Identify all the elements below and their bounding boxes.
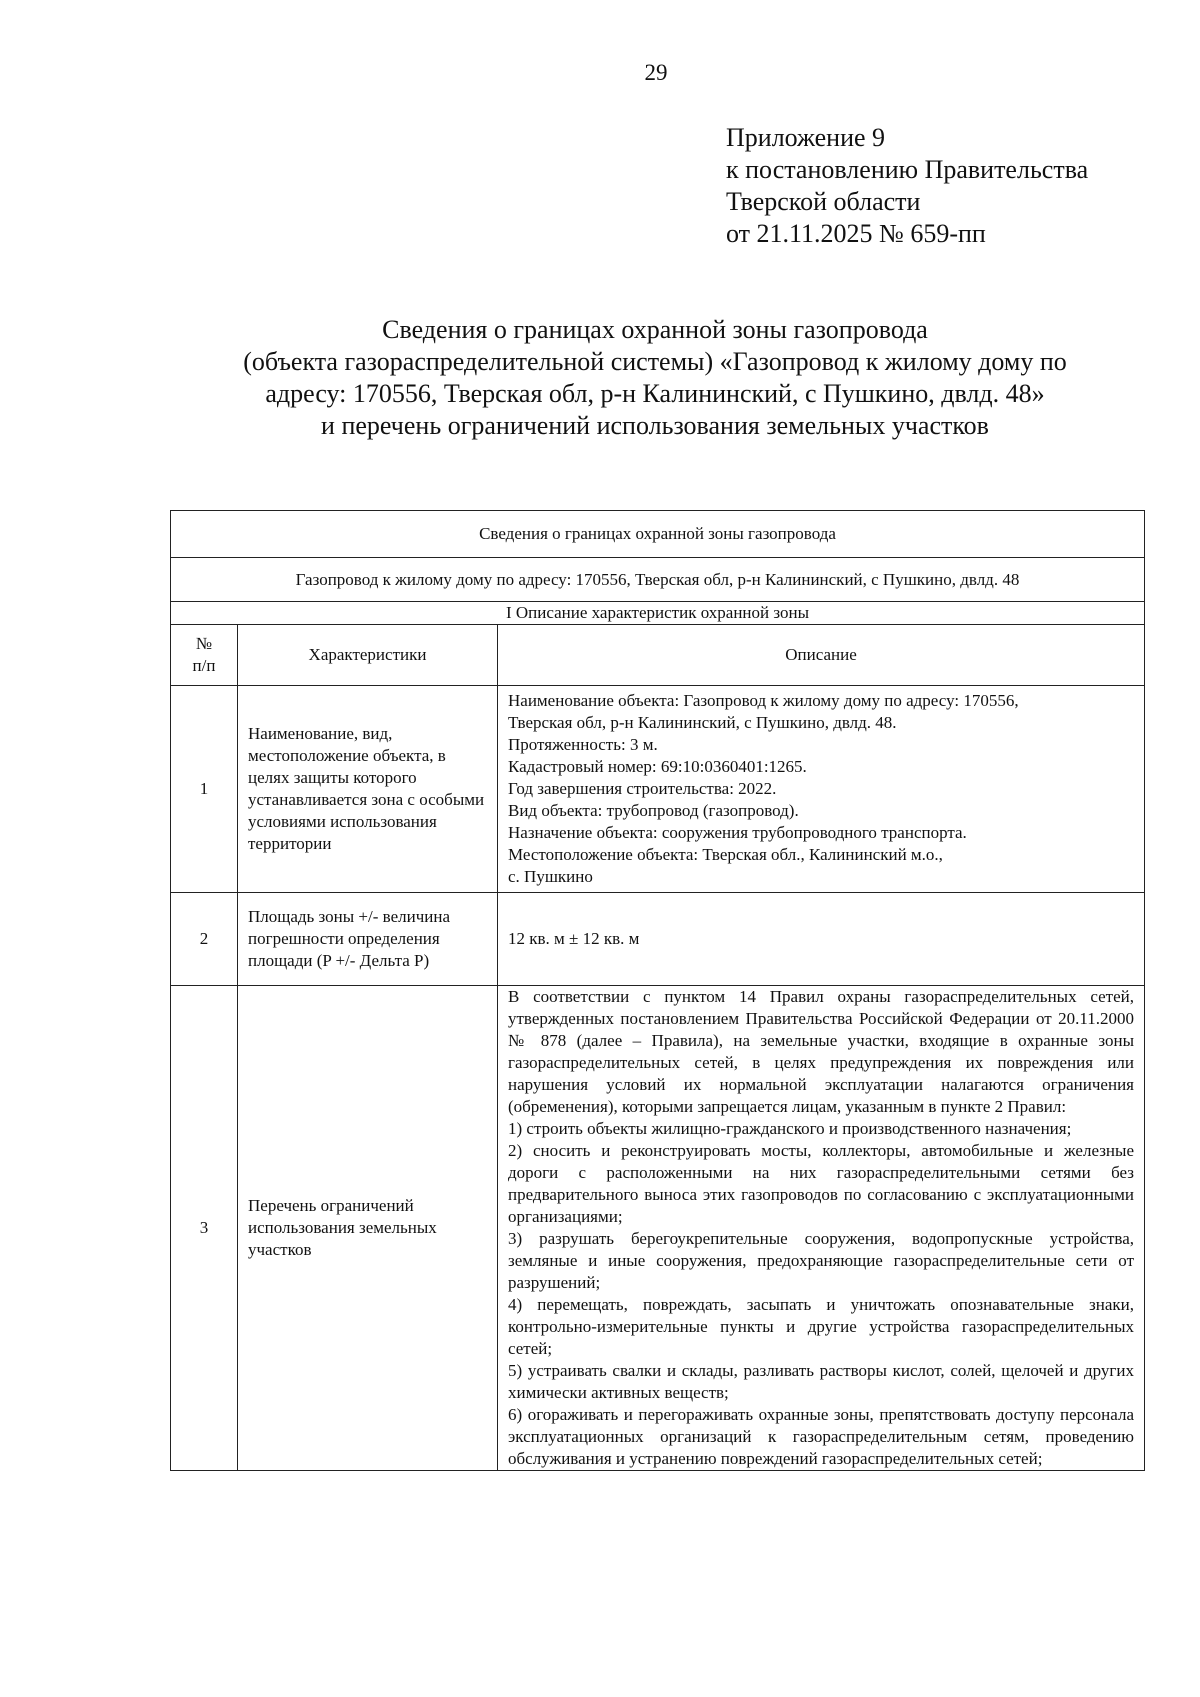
table-row: [171, 893, 1145, 986]
description-paragraph: 2) сносить и реконструировать мосты, коллекторы, автомобильные и железные дороги с расположенными на них газораспределительными сетями без предварительного выноса этих газопроводов по согласованию с эксплуатационными организациями;: [508, 1141, 1134, 1226]
row-characteristic: Перечень ограничений использования земельных участков: [238, 986, 498, 1471]
table-row: [171, 986, 1145, 1471]
page-number: 29: [644, 60, 668, 85]
description-line: Местоположение объекта: Тверская обл., Калининский м.о.,: [508, 845, 943, 864]
description-line: Наименование объекта: Газопровод к жилому дому по адресу: 170556,: [508, 691, 1019, 710]
zone-info-table: [170, 510, 1145, 1471]
description-line: Вид объекта: трубопровод (газопровод).: [508, 801, 799, 820]
description-paragraph: В соответствии с пунктом 14 Правил охраны газораспределительных сетей, утвержденных постановлением Правительства Российской Федерации от 20.11.2000 № 878 (далее – Правила), на земельные участки, входящие в охранные зоны газораспределительных сетей, в целях предупреждения их повреждения или нарушения условий их нормальной эксплуатации налагаются ограничения (обременения), которыми запрещается лицам, указанным в пункте 2 Правил:: [508, 987, 1134, 1116]
column-header-number-line-2: п/п: [192, 656, 216, 675]
row-description: 12 кв. м ± 12 кв. м: [498, 893, 1145, 986]
table-column-header-row: [171, 625, 1145, 686]
annex-line-2: к постановлению Правительства: [726, 155, 1089, 184]
column-header-characteristics: Характеристики: [238, 625, 498, 686]
table-object-name: Газопровод к жилому дому по адресу: 170556, Тверская обл, р-н Калининский, с Пушкино, двлд. 48: [171, 558, 1145, 602]
table-heading-row: [171, 511, 1145, 558]
description-line: с. Пушкино: [508, 867, 593, 886]
table-row: [171, 686, 1145, 893]
column-header-description: Описание: [498, 625, 1145, 686]
document-title: [120, 314, 1190, 442]
row-number: 2: [171, 893, 238, 986]
annex-line-3: Тверской области: [726, 187, 921, 216]
row-number: 1: [171, 686, 238, 893]
description-paragraph: 3) разрушать берегоукрепительные сооружения, водопропускные устройства, земляные и иные сооружения, предохраняющие газораспределительные сети от разрушений;: [508, 1229, 1134, 1292]
annex-line-1: Приложение 9: [726, 123, 886, 152]
row-description: [498, 686, 1145, 893]
title-line-4: и перечень ограничений использования земельных участков: [321, 411, 989, 440]
description-paragraph: 6) огораживать и перегораживать охранные зоны, препятствовать доступу персонала эксплуатационных организаций к газораспределительным сетям, проведению обслуживания и устранению повреждений газораспределительных сетей;: [508, 1405, 1134, 1468]
row-description: [498, 986, 1145, 1471]
description-line: Протяженность: 3 м.: [508, 735, 658, 754]
table-object-row: [171, 558, 1145, 602]
title-line-1: Сведения о границах охранной зоны газопровода: [382, 315, 928, 344]
row-characteristic: Наименование, вид, местоположение объекта, в целях защиты которого устанавливается зона с особыми условиями использования территории: [238, 686, 498, 893]
table-heading: Сведения о границах охранной зоны газопровода: [171, 511, 1145, 558]
column-header-number-line-1: №: [195, 634, 213, 653]
description-line: Назначение объекта: сооружения трубопроводного транспорта.: [508, 823, 967, 842]
description-paragraph: 4) перемещать, повреждать, засыпать и уничтожать опознавательные знаки, контрольно-измерительные пункты и другие устройства газораспределительных сетей;: [508, 1295, 1134, 1358]
table-section-row: [171, 602, 1145, 625]
table-section-title: I Описание характеристик охранной зоны: [171, 602, 1145, 625]
description-line: Год завершения строительства: 2022.: [508, 779, 777, 798]
description-paragraph: 5) устраивать свалки и склады, разливать растворы кислот, солей, щелочей и других химически активных веществ;: [508, 1361, 1134, 1402]
annex-block: [726, 122, 1088, 250]
description-line: Кадастровый номер: 69:10:0360401:1265.: [508, 757, 807, 776]
annex-line-4: от 21.11.2025 № 659-пп: [726, 219, 986, 248]
row-characteristic: Площадь зоны +/- величина погрешности определения площади (P +/- Дельта P): [238, 893, 498, 986]
column-header-number: [171, 625, 238, 686]
description-paragraph: 1) строить объекты жилищно-гражданского и производственного назначения;: [508, 1119, 1072, 1138]
row-number: 3: [171, 986, 238, 1471]
description-line: Тверская обл, р-н Калининский, с Пушкино, двлд. 48.: [508, 713, 897, 732]
title-line-3: адресу: 170556, Тверская обл, р-н Калининский, с Пушкино, двлд. 48»: [265, 379, 1045, 408]
title-line-2: (объекта газораспределительной системы) «Газопровод к жилому дому по: [243, 347, 1067, 376]
